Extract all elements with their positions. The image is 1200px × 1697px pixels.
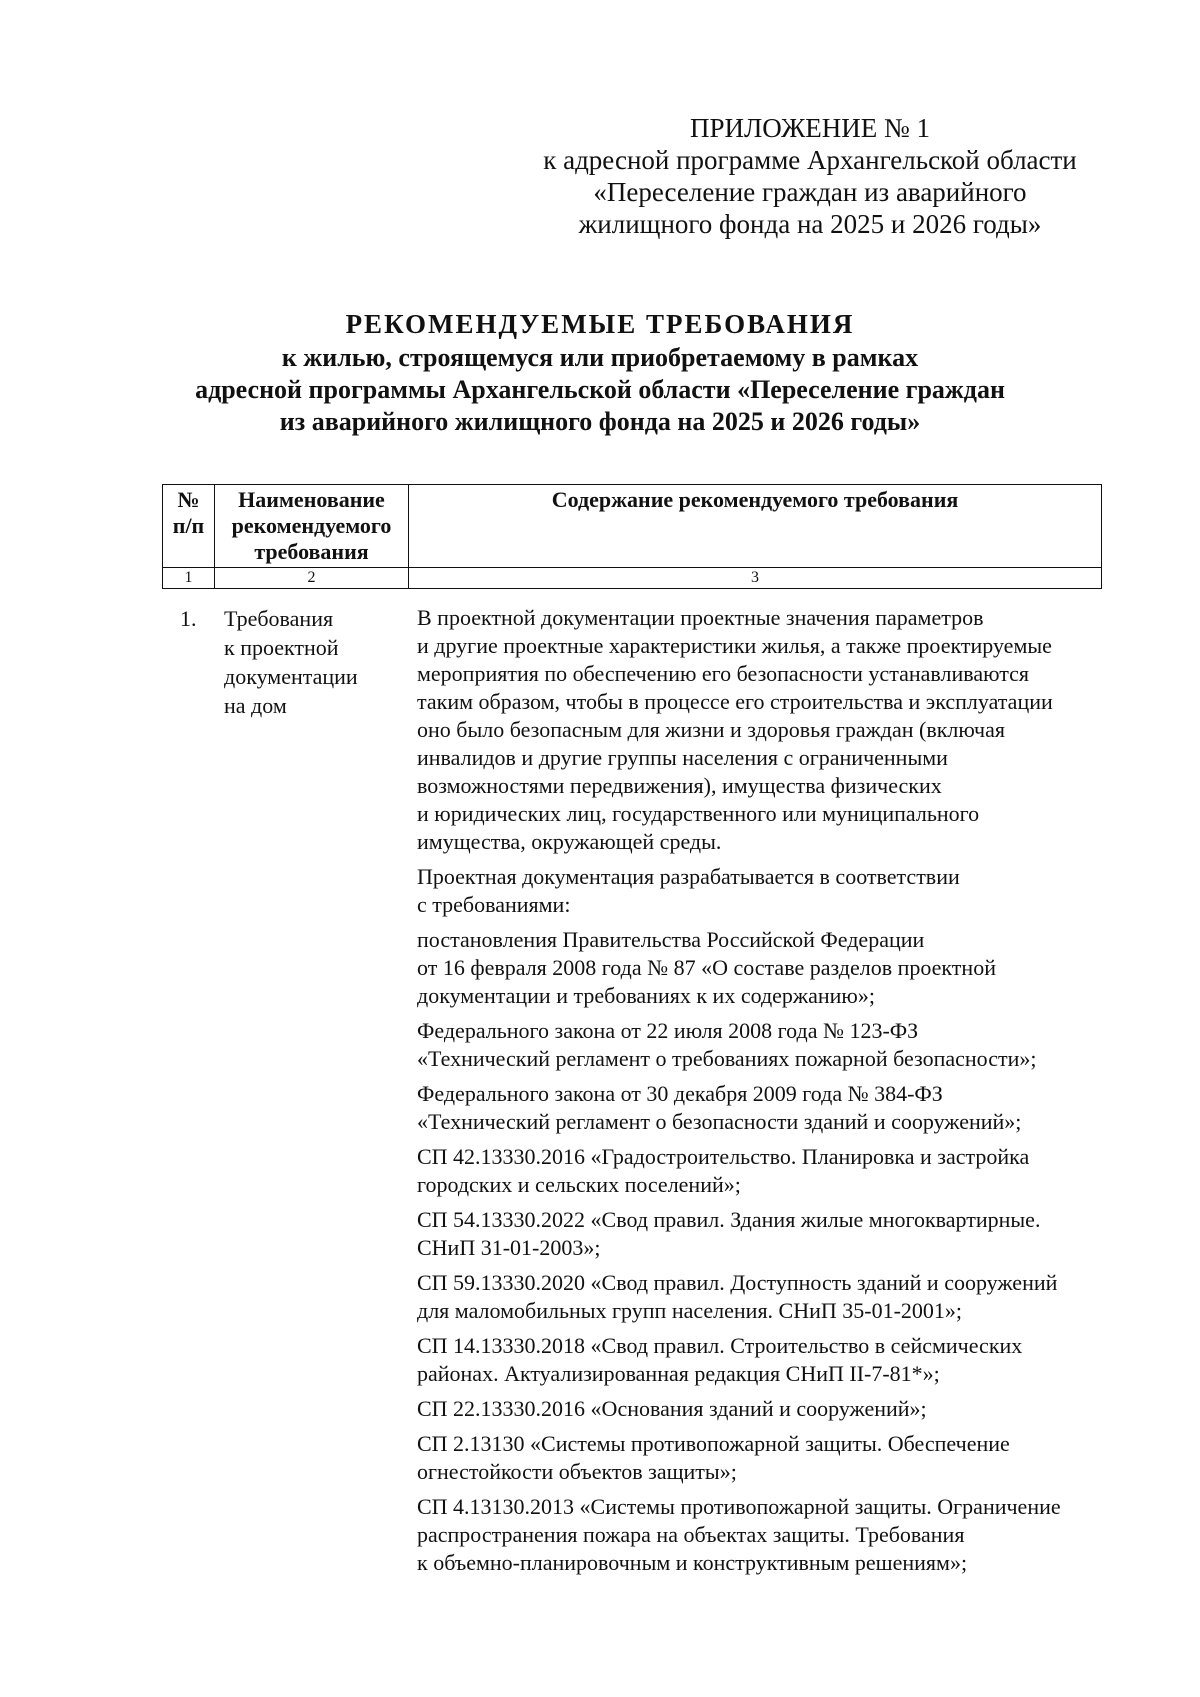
header-name-line: требования <box>254 539 369 564</box>
column-number: 3 <box>409 568 1102 589</box>
header-content: Содержание рекомендуемого требования <box>409 485 1102 568</box>
content-paragraph <box>417 1143 1107 1199</box>
content-line: от 16 февраля 2008 года № 87 «О составе разделов проектной <box>417 955 996 980</box>
content-line: огнестойкости объектов защиты»; <box>417 1459 737 1484</box>
content-line: оно было безопасным для жизни и здоровья граждан (включая <box>417 717 1005 742</box>
content-line: с требованиями: <box>417 892 571 917</box>
requirement-name <box>224 604 394 720</box>
column-number: 1 <box>163 568 215 589</box>
content-paragraph <box>417 1430 1107 1486</box>
subtitle-line: из аварийного жилищного фонда на 2025 и 2026 годы» <box>279 407 921 436</box>
requirements-table-header <box>162 484 1102 589</box>
content-paragraph <box>417 1080 1107 1136</box>
appendix-line: жилищного фонда на 2025 и 2026 годы» <box>578 209 1042 239</box>
requirement-name-line: документации <box>224 664 358 689</box>
content-line: возможностями передвижения), имущества физических <box>417 773 942 798</box>
content-line: постановления Правительства Российской Федерации <box>417 927 925 952</box>
subtitle-line: к жилью, строящемуся или приобретаемому в рамках <box>281 343 919 372</box>
content-paragraph <box>417 1269 1107 1325</box>
content-paragraph <box>417 1206 1107 1262</box>
header-name <box>215 485 409 568</box>
content-line: СП 4.13130.2013 «Системы противопожарной защиты. Ограничение <box>417 1494 1061 1519</box>
appendix-line: «Переселение граждан из аварийного <box>593 177 1027 207</box>
content-line: таким образом, чтобы в процессе его строительства и эксплуатации <box>417 689 1053 714</box>
requirement-content <box>417 604 1107 1584</box>
content-line: имущества, окружающей среды. <box>417 829 722 854</box>
content-line: «Технический регламент о требованиях пожарной безопасности»; <box>417 1046 1037 1071</box>
content-line: городских и сельских поселений»; <box>417 1172 741 1197</box>
content-paragraph <box>417 1332 1107 1388</box>
content-line: и другие проектные характеристики жилья, а также проектируемые <box>417 633 1052 658</box>
requirement-name-line: к проектной <box>224 635 339 660</box>
header-number-line: № <box>177 487 200 512</box>
content-line: распространения пожара на объектах защиты. Требования <box>417 1522 965 1547</box>
content-line: районах. Актуализированная редакция СНиП II-7-81*»; <box>417 1361 940 1386</box>
content-line: документации и требованиях к их содержанию»; <box>417 983 875 1008</box>
content-line: СП 42.13330.2016 «Градостроительство. Планировка и застройка <box>417 1144 1030 1169</box>
document-title: РЕКОМЕНДУЕМЫЕ ТРЕБОВАНИЯ <box>345 309 855 339</box>
header-number-line: п/п <box>172 513 205 538</box>
subtitle-line: адресной программы Архангельской области «Переселение граждан <box>195 375 1005 404</box>
content-line: Федерального закона от 22 июля 2008 года № 123-ФЗ <box>417 1018 919 1043</box>
appendix-block <box>500 112 1120 240</box>
content-paragraph <box>417 1017 1107 1073</box>
content-line: Проектная документация разрабатывается в соответствии <box>417 864 960 889</box>
content-line: СП 14.13330.2018 «Свод правил. Строительство в сейсмических <box>417 1333 1023 1358</box>
requirement-name-line: Требования <box>224 606 334 631</box>
content-line: и юридических лиц, государственного или муниципального <box>417 801 980 826</box>
content-line: СНиП 31-01-2003»; <box>417 1235 601 1260</box>
content-line: «Технический регламент о безопасности зданий и сооружений»; <box>417 1109 1022 1134</box>
row-number: 1. <box>180 606 197 631</box>
content-line: Федерального закона от 30 декабря 2009 года № 384-ФЗ <box>417 1081 943 1106</box>
content-paragraph <box>417 863 1107 919</box>
content-paragraph <box>417 926 1107 1010</box>
content-line: СП 59.13330.2020 «Свод правил. Доступность зданий и сооружений <box>417 1270 1058 1295</box>
content-line: В проектной документации проектные значения параметров <box>417 605 984 630</box>
content-paragraph <box>417 1493 1107 1577</box>
content-line: СП 54.13330.2022 «Свод правил. Здания жилые многоквартирные. <box>417 1207 1041 1232</box>
content-line: мероприятия по обеспечению его безопасности устанавливаются <box>417 661 1030 686</box>
column-number-row <box>163 568 1102 589</box>
appendix-line: ПРИЛОЖЕНИЕ № 1 <box>689 113 931 143</box>
appendix-line: к адресной программе Архангельской области <box>543 145 1077 175</box>
document-heading <box>0 306 1200 438</box>
header-name-line: Наименование <box>238 487 385 512</box>
header-number <box>163 485 215 568</box>
content-line: для маломобильных групп населения. СНиП 35-01-2001»; <box>417 1298 963 1323</box>
content-line: СП 2.13130 «Системы противопожарной защиты. Обеспечение <box>417 1431 1010 1456</box>
content-line: к объемно-планировочным и конструктивным решениям»; <box>417 1550 968 1575</box>
header-name-line: рекомендуемого <box>231 513 392 538</box>
content-line: СП 22.13330.2016 «Основания зданий и сооружений»; <box>417 1396 927 1421</box>
content-paragraph <box>417 1395 1107 1423</box>
content-line: инвалидов и другие группы населения с ограниченными <box>417 745 948 770</box>
column-number: 2 <box>215 568 409 589</box>
requirement-name-line: на дом <box>224 693 287 718</box>
table-header-row <box>163 485 1102 568</box>
content-paragraph <box>417 604 1107 856</box>
